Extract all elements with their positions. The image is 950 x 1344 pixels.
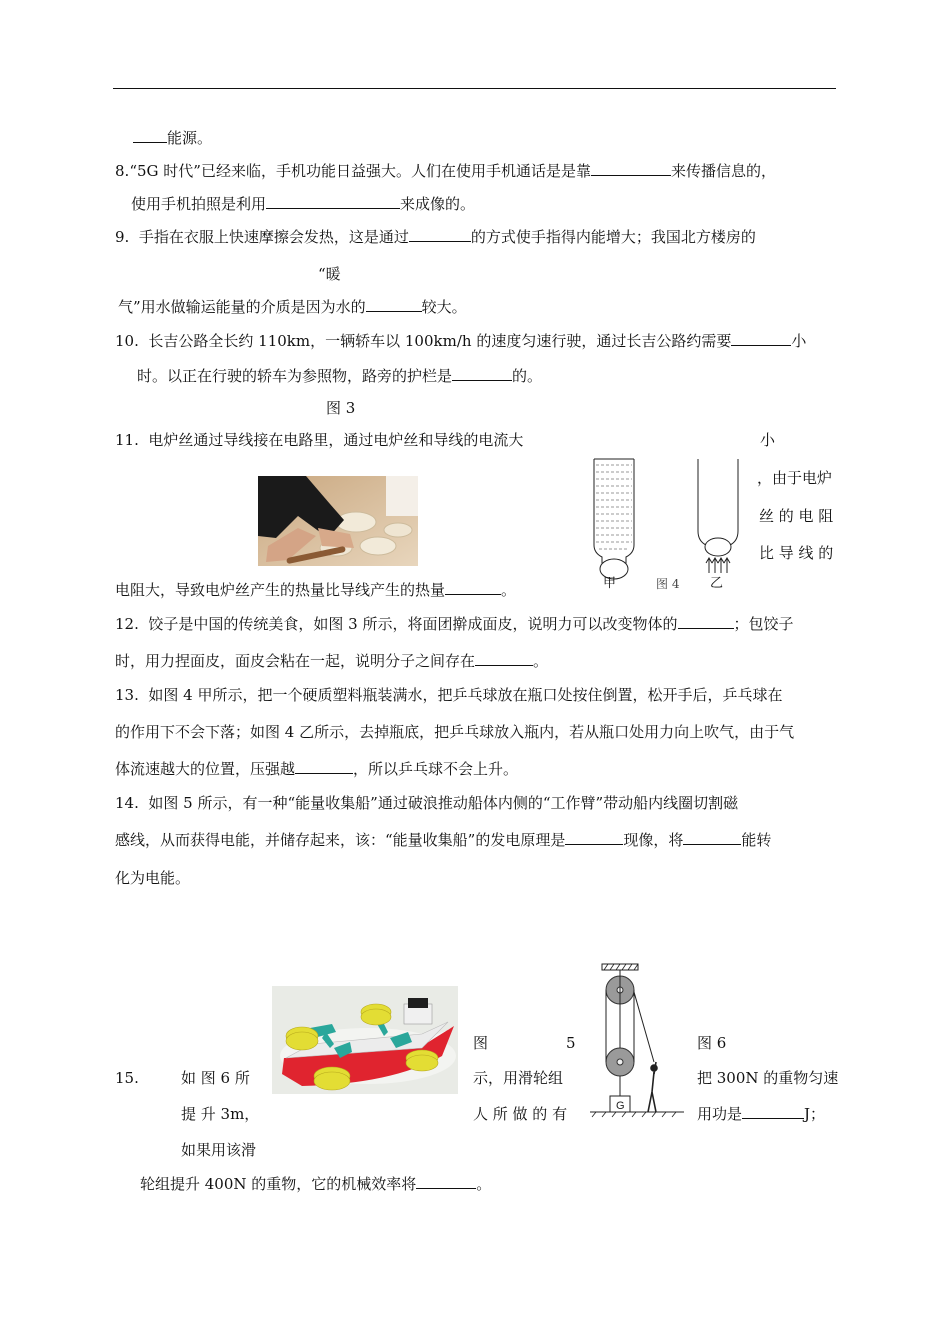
q12-line1: 12. 饺子是中国的传统美食，如图 3 所示，将面团擀成面皮，说明力可以改变物体的 ；包饺子 bbox=[115, 615, 794, 633]
q15-col5-fig6: 图 6 bbox=[697, 1034, 727, 1052]
figure-4-label-jia: 甲 bbox=[603, 576, 617, 591]
header-rule bbox=[113, 88, 836, 89]
q11-right1: 小 bbox=[760, 431, 776, 449]
q11-right4: 比 导 线 的 bbox=[759, 544, 834, 562]
q15-col5-line3: 用功是 J； bbox=[697, 1105, 826, 1123]
q15-col1-line1: 如 图 6 所 bbox=[181, 1069, 250, 1087]
q15-col3-fignum: 5 bbox=[566, 1034, 576, 1052]
q13-line2: 的作用下不会下落；如图 4 乙所示，去掉瓶底，把乒乓球放入瓶内，若从瓶口处用力向上吹气，由于气 bbox=[115, 723, 795, 741]
q10-line1: 10. 长吉公路全长约 110km，一辆轿车以 100km/h 的速度匀速行驶，通过长吉公路约需要 小 bbox=[115, 332, 807, 350]
weight-label: G bbox=[616, 1100, 625, 1112]
figure-3-dumpling-photo bbox=[258, 476, 418, 566]
q11-line1: 11. 电炉丝通过导线接在电路里，通过电炉丝和导线的电流大 bbox=[115, 431, 524, 449]
q15-col3-fig: 图 bbox=[473, 1034, 489, 1052]
q15-number: 15. bbox=[115, 1069, 139, 1087]
q15-col3-line3: 人 所 做 的 有 bbox=[473, 1105, 568, 1123]
q9-line2: “暖 bbox=[318, 265, 341, 283]
q14-line3: 化为电能。 bbox=[115, 869, 191, 887]
q15-col1-line3: 如果用该滑 bbox=[181, 1141, 257, 1159]
q11-right2: ，由于电炉 bbox=[757, 469, 833, 487]
q10-line2: 时。以正在行驶的轿车为参照物，路旁的护栏是 的。 bbox=[137, 367, 543, 385]
figure-3-caption: 图 3 bbox=[326, 399, 356, 417]
q11-right3: 丝 的 电 阻 bbox=[759, 507, 834, 525]
q7-tail: 能源。 bbox=[133, 128, 212, 148]
q9-line1: 9. 手指在衣服上快速摩擦会发热，这是通过 的方式使手指得内能增大；我国北方楼房的 bbox=[115, 228, 756, 246]
figure-6-pulley-image bbox=[588, 962, 688, 1120]
q13-line1: 13. 如图 4 甲所示，把一个硬质塑料瓶装满水，把乒乓球放在瓶口处按住倒置，松开手后，乒乓球在 bbox=[115, 686, 783, 704]
q8-line2: 使用手机拍照是利用 来成像的。 bbox=[131, 195, 476, 213]
q13-line3: 体流速越大的位置，压强越 ，所以乒乓球不会上升。 bbox=[115, 760, 519, 778]
q15-col3-line2: 示，用滑轮组 bbox=[473, 1069, 564, 1087]
figure-5-boat-image bbox=[272, 986, 458, 1094]
q14-line1: 14. 如图 5 所示，有一种“能量收集船”通过破浪推动船体内侧的“工作臂”带动船内线圈切割磁 bbox=[115, 794, 739, 812]
q8-line1: 8.“5G 时代”已经来临，手机功能日益强大。人们在使用手机通话是是靠 来传播信息的， bbox=[115, 162, 776, 180]
q15-col1-line2: 提 升 3m， bbox=[181, 1105, 260, 1123]
figure-4-caption: 图 4 bbox=[656, 577, 680, 591]
figure-4-label-yi: 乙 bbox=[710, 576, 724, 591]
q15-last-line: 轮组提升 400N 的重物，它的机械效率将 。 bbox=[140, 1175, 492, 1193]
q14-line2: 感线，从而获得电能，并储存起来，该：“能量收集船”的发电原理是 现像，将 能转 bbox=[115, 831, 772, 849]
q11-line5: 电阻大，导致电炉丝产生的热量比导线产生的热量 。 bbox=[115, 581, 517, 599]
q15-col5-line2: 把 300N 的重物匀速 bbox=[697, 1069, 839, 1087]
q9-line3: 气”用水做输运能量的介质是因为水的 较大。 bbox=[118, 298, 467, 316]
q12-line2: 时，用力捏面皮，面皮会粘在一起，说明分子之间存在 。 bbox=[115, 652, 549, 670]
